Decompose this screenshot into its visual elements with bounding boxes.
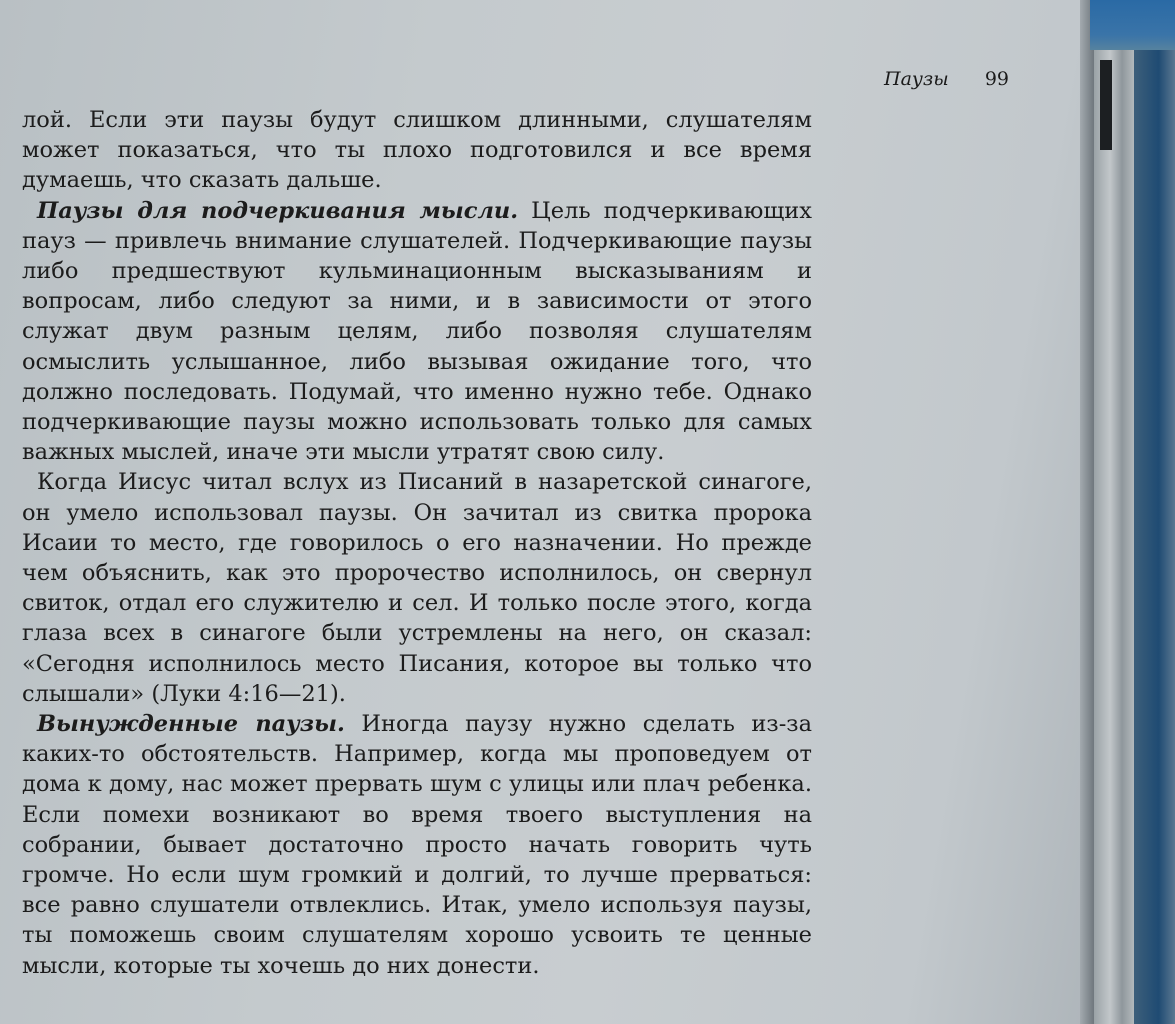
paragraph-emphasis-pauses [22, 196, 812, 468]
paragraph-text: Иногда паузу нужно сделать из-за каких-то обстоятельств. Например, когда мы проповедуем от дома к дому, нас может прервать шум с улицы или плач ребенка. Если помехи возникают во время твоего выступления на собрании, бывает достаточно просто начать говорить чуть громче. Но если шум громкий и долгий, то лучше прерваться: все равно слушатели отвлеклись. Итак, умело используя паузы, ты поможешь своим слушателям хорошо усвоить те ценные мысли, которые ты хочешь до них донести. [22, 711, 812, 979]
book-cover-edge [1134, 0, 1175, 1024]
paragraph-heading: Паузы для подчеркивания мысли. [37, 197, 519, 224]
page-header [884, 68, 1009, 90]
page-number: 99 [984, 68, 1009, 90]
body-text [22, 105, 812, 981]
paragraph-heading: Вынужденные паузы. [37, 711, 345, 738]
paragraph-continuation [22, 105, 812, 196]
paragraph-text: Когда Иисус читал вслух из Писаний в назаретской синагоге, он умело использовал паузы. Он зачитал из свитка пророка Исаии то место, где говорилось о его назначении. Но прежде чем объяснить, как это пророчество исполнилось, он свернул свиток, отдал его служителю и сел. И только после этого, когда глаза всех в синагоге были устремлены на него, он сказал: «Сегодня исполнилось место Писания, которое вы только что слышали» (Луки 4:16—21). [22, 469, 812, 707]
book-cover-corner [1090, 0, 1175, 50]
bookmark-ribbon [1100, 60, 1112, 150]
paragraph-forced-pauses [22, 709, 812, 981]
running-title: Паузы [884, 68, 949, 90]
paragraph-text: лой. Если эти паузы будут слишком длинными, слушателям может показаться, что ты плохо подготовился и все время думаешь, что сказать дальше. [22, 107, 812, 194]
page-gutter-shadow [1080, 0, 1094, 1024]
paragraph-jesus-example [22, 467, 812, 709]
paragraph-text: Цель подчеркивающих пауз — привлечь внимание слушателей. Подчеркивающие паузы либо предшествуют кульминационным высказываниям и вопросам, либо следуют за ними, и в зависимости от этого служат двум разным целям, либо позволяя слушателям осмыслить услышанное, либо вызывая ожидание того, что должно последовать. Подумай, что именно нужно тебе. Однако подчеркивающие паузы можно использовать только для самых важных мыслей, иначе эти мысли утратят свою силу. [22, 197, 812, 466]
page-stack-edge [1094, 20, 1134, 1024]
